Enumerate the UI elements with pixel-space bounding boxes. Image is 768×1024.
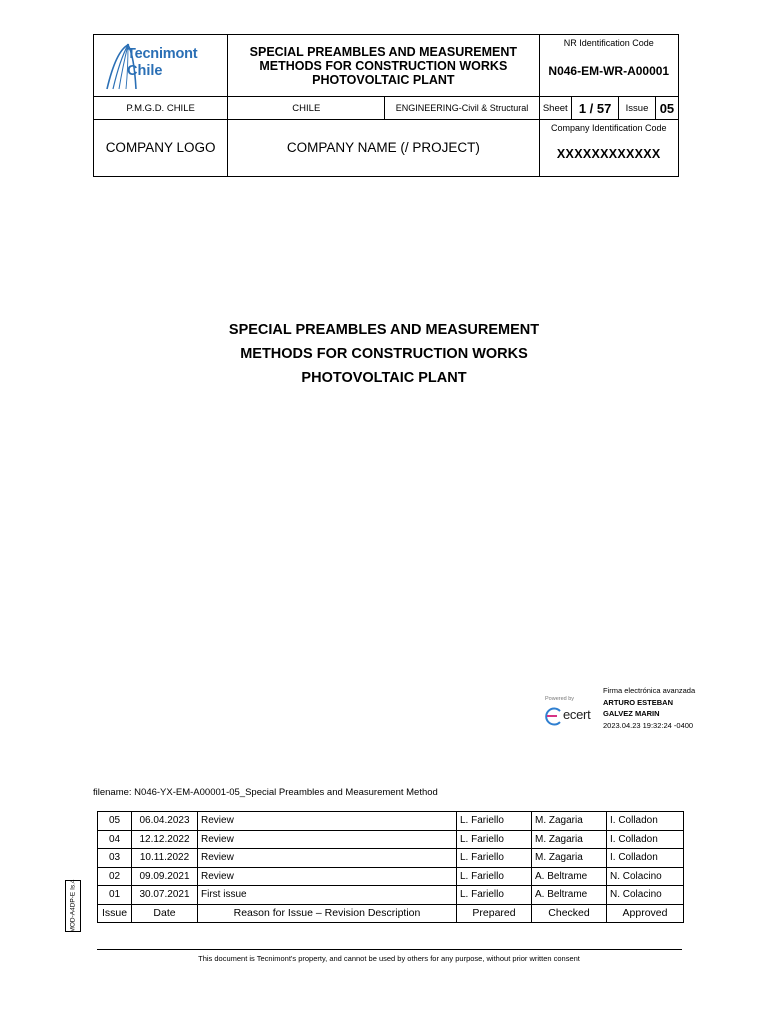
footer-divider — [97, 949, 682, 950]
revision-issue: 01 — [98, 886, 132, 905]
header-date: Date — [132, 904, 198, 923]
revision-date: 10.11.2022 — [132, 849, 198, 868]
revision-date: 06.04.2023 — [132, 812, 198, 831]
company-code-cell — [539, 119, 678, 176]
company-code-label: Company Identification Code — [550, 122, 667, 133]
revision-issue: 03 — [98, 849, 132, 868]
revision-row — [98, 812, 684, 831]
footer-notice: This document is Tecnimont's property, and cannot be used by others for any purpose, without prior written consent — [198, 954, 580, 963]
revision-reason: First issue — [198, 886, 457, 905]
revision-checked: A. Beltrame — [532, 886, 607, 905]
revision-date: 09.09.2021 — [132, 867, 198, 886]
revision-header-row — [98, 904, 684, 923]
revision-checked: M. Zagaria — [532, 849, 607, 868]
header-approved: Approved — [607, 904, 684, 923]
company-name-cell: COMPANY NAME (/ PROJECT) — [228, 119, 539, 176]
revision-row — [98, 849, 684, 868]
powered-by-label: Powered by — [545, 696, 575, 702]
revision-checked: M. Zagaria — [532, 830, 607, 849]
header-prepared: Prepared — [457, 904, 532, 923]
revision-row — [98, 830, 684, 849]
header-table — [93, 34, 679, 177]
country-cell: CHILE — [228, 97, 385, 119]
revision-table — [97, 811, 684, 923]
revision-prepared: L. Fariello — [457, 867, 532, 886]
revision-approved: I. Colladon — [607, 812, 684, 831]
revision-reason: Review — [198, 849, 457, 868]
project-cell: P.M.G.D. CHILE — [94, 97, 228, 119]
company-logo-cell: COMPANY LOGO — [94, 119, 228, 176]
revision-prepared: L. Fariello — [457, 830, 532, 849]
company-code: XXXXXXXXXXXX — [556, 146, 661, 161]
revision-reason: Review — [198, 867, 457, 886]
revision-checked: M. Zagaria — [532, 812, 607, 831]
logo-text-line2: Chile — [127, 63, 163, 79]
revision-approved: N. Colacino — [607, 867, 684, 886]
nr-code-label: NR Identification Code — [563, 38, 654, 48]
revision-approved: N. Colacino — [607, 886, 684, 905]
signature-details: Firma electrónica avanzada ARTURO ESTEBAN GALVEZ MARIN 2023.04.23 19:32:24 -0400 — [603, 686, 696, 730]
revision-row — [98, 867, 684, 886]
filename-text: filename: N046-YX-EM-A00001-05_Special Preambles and Measurement Method — [93, 787, 438, 798]
revision-row — [98, 886, 684, 905]
document-title: SPECIAL PREAMBLES AND MEASUREMENT METHODS FOR CONSTRUCTION WORKS PHOTOVOLTAIC PLANT — [228, 322, 540, 386]
sheet-label: Sheet — [539, 97, 571, 119]
revision-prepared: L. Fariello — [457, 812, 532, 831]
electronic-signature — [543, 685, 713, 735]
nr-code: N046-EM-WR-A00001 — [548, 64, 670, 78]
revision-issue: 02 — [98, 867, 132, 886]
logo-cell — [94, 35, 228, 97]
ecert-brand: ecert — [563, 707, 591, 722]
issue-label: Issue — [619, 97, 656, 119]
header-reason: Reason for Issue – Revision Description — [198, 904, 457, 923]
nr-code-cell — [539, 35, 678, 97]
header-issue: Issue — [98, 904, 132, 923]
revision-issue: 05 — [98, 812, 132, 831]
revision-approved: I. Colladon — [607, 849, 684, 868]
revision-date: 12.12.2022 — [132, 830, 198, 849]
revision-reason: Review — [198, 812, 457, 831]
revision-issue: 04 — [98, 830, 132, 849]
revision-checked: A. Beltrame — [532, 867, 607, 886]
sheet-value: 1 / 57 — [572, 97, 619, 119]
revision-date: 30.07.2021 — [132, 886, 198, 905]
logo-text-line1: Tecnimont — [127, 46, 198, 62]
revision-approved: I. Colladon — [607, 830, 684, 849]
form-code-box — [65, 880, 81, 932]
header-checked: Checked — [532, 904, 607, 923]
discipline-cell: ENGINEERING-Civil & Structural — [385, 97, 539, 119]
header-doc-title: SPECIAL PREAMBLES AND MEASUREMENT METHODS FOR CONSTRUCTION WORKS PHOTOVOLTAIC PLANT — [228, 35, 539, 97]
form-code: MOD-A4DP-E Is.4 — [69, 879, 77, 933]
revision-prepared: L. Fariello — [457, 849, 532, 868]
revision-prepared: L. Fariello — [457, 886, 532, 905]
revision-reason: Review — [198, 830, 457, 849]
issue-value: 05 — [655, 97, 678, 119]
